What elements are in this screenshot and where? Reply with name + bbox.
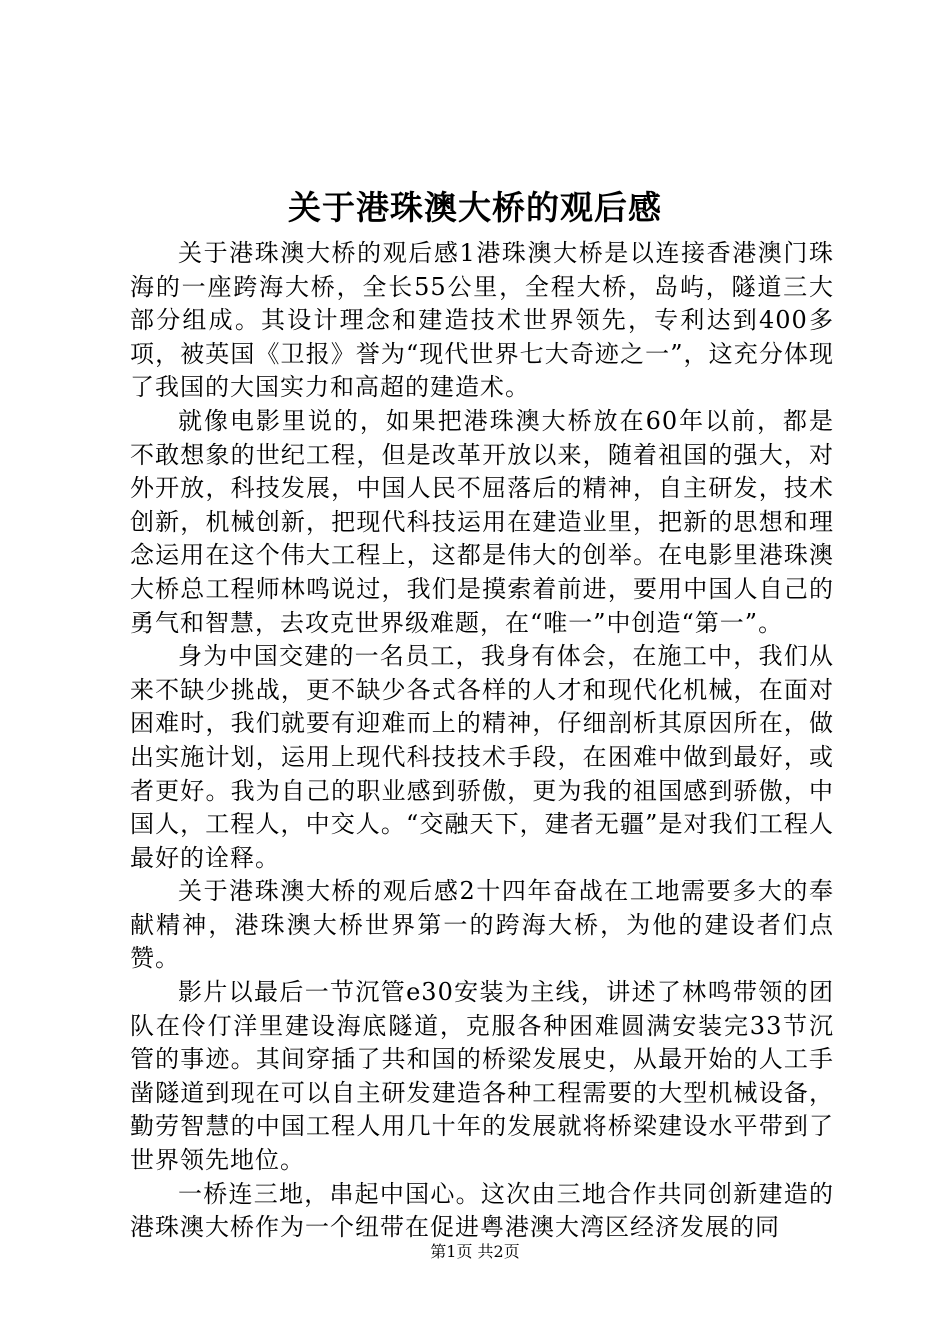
paragraph: 关于港珠澳大桥的观后感2十四年奋战在工地需要多大的奉献精神，港珠澳大桥世界第一的跨海大桥，为他的建设者们点赞。 [130, 877, 834, 973]
document-body [130, 237, 834, 1245]
paragraph: 一桥连三地，串起中国心。这次由三地合作共同创新建造的港珠澳大桥作为一个纽带在促进粤港澳大湾区经济发展的同 [130, 1179, 834, 1242]
document-title: 关于港珠澳大桥的观后感 [288, 188, 662, 227]
paragraph: 关于港珠澳大桥的观后感1港珠澳大桥是以连接香港澳门珠海的一座跨海大桥，全长55公里，全程大桥，岛屿，隧道三大部分组成。其设计理念和建造技术世界领先，专利达到400多项，被英国《卫报》誉为“现代世界七大奇迹之一”，这充分体现了我国的大国实力和高超的建造术。 [130, 239, 834, 402]
paragraph: 影片以最后一节沉管e30安装为主线，讲述了林鸣带领的团队在伶仃洋里建设海底隧道，克服各种困难圆满安装完33节沉管的事迹。其间穿插了共和国的桥梁发展史，从最开始的人工手凿隧道到现在可以自主研发建造各种工程需要的大型机械设备，勤劳智慧的中国工程人用几十年的发展就将桥梁建设水平带到了世界领先地位。 [130, 978, 834, 1175]
paragraph: 就像电影里说的，如果把港珠澳大桥放在60年以前，都是不敢想象的世纪工程，但是改革开放以来，随着祖国的强大，对外开放，科技发展，中国人民不屈落后的精神，自主研发，技术创新，机械创新，把现代科技运用在建造业里，把新的思想和理念运用在这个伟大工程上，这都是伟大的创举。在电影里港珠澳大桥总工程师林鸣说过，我们是摸索着前进，要用中国人自己的勇气和智慧，去攻克世界级难题，在“唯一”中创造“第一”。 [130, 406, 834, 637]
page-footer: 第1页 共2页 [430, 1242, 520, 1261]
paragraph: 身为中国交建的一名员工，我身有体会，在施工中，我们从来不缺少挑战，更不缺少各式各样的人才和现代化机械，在面对困难时，我们就要有迎难而上的精神，仔细剖析其原因所在，做出实施计划，运用上现代科技技术手段，在困难中做到最好，或者更好。我为自己的职业感到骄傲，更为我的祖国感到骄傲，中国人，工程人，中交人。“交融天下，建者无疆”是对我们工程人最好的诠释。 [130, 642, 834, 872]
